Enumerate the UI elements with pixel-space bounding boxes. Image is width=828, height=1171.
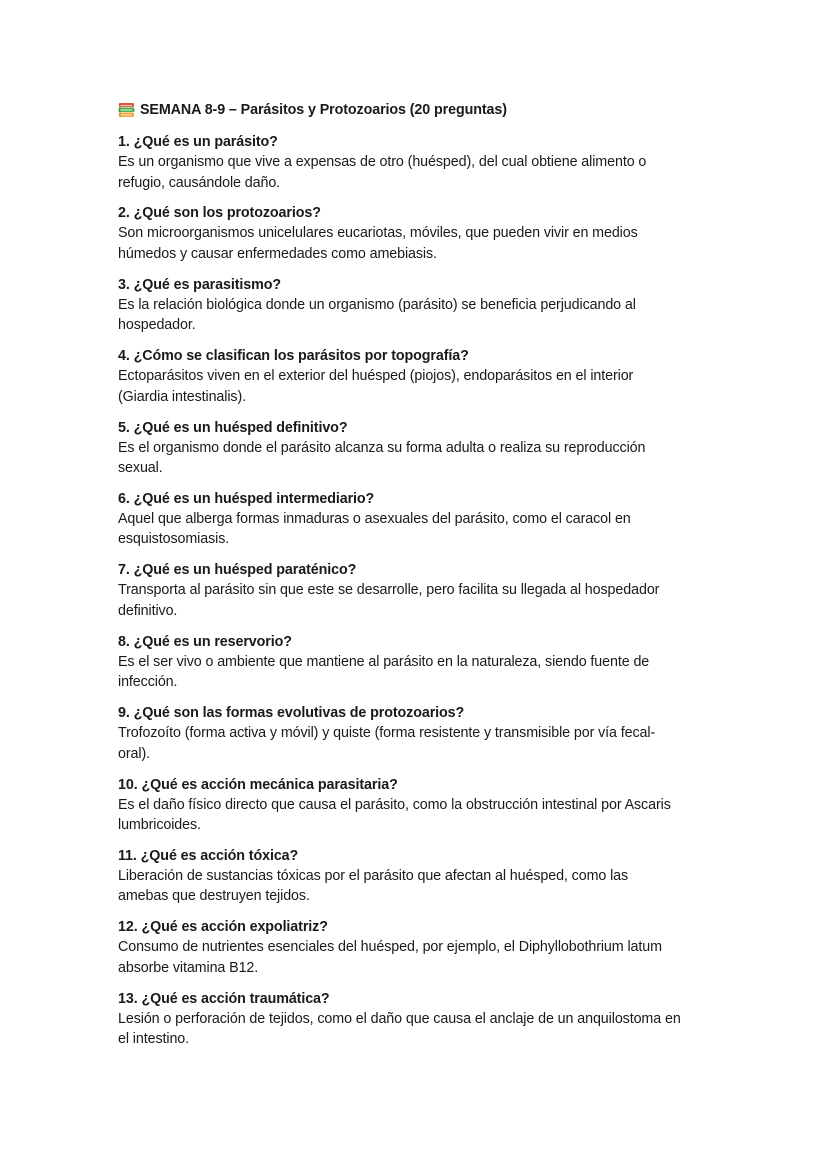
question-heading: 6. ¿Qué es un huésped intermediario?: [118, 490, 375, 507]
answer-line: Es la relación biológica donde un organismo (parásito) se beneficia perjudicando al: [118, 296, 636, 313]
question-item: [118, 560, 718, 621]
answer-line: Transporta al parásito sin que este se desarrolle, pero facilita su llegada al hospedador: [118, 582, 660, 599]
answer-line: Consumo de nutrientes esenciales del huésped, por ejemplo, el Diphyllobothrium latum: [118, 939, 662, 956]
answer-line: amebas que destruyen tejidos.: [118, 888, 310, 905]
question-heading: 8. ¿Qué es un reservorio?: [118, 633, 292, 650]
question-item: [118, 775, 718, 836]
answer-line: refugio, causándole daño.: [118, 174, 281, 191]
question-heading: 11. ¿Qué es acción tóxica?: [118, 847, 299, 864]
section-title: SEMANA 8-9 – Parásitos y Protozoarios (20 preguntas): [140, 102, 507, 118]
answer-line: Aquel que alberga formas inmaduras o asexuales del parásito, como el caracol en: [118, 510, 631, 527]
question-item: [118, 846, 718, 907]
books-icon: [118, 102, 135, 118]
question-item: [118, 489, 718, 550]
section-header: [118, 100, 718, 120]
answer-line: Liberación de sustancias tóxicas por el parásito que afectan al huésped, como las: [118, 867, 629, 884]
question-item: [118, 703, 718, 764]
answer-line: Es el daño físico directo que causa el parásito, como la obstrucción intestinal por Ascaris: [118, 796, 671, 813]
answer-line: infección.: [118, 674, 178, 691]
question-item: [118, 132, 718, 193]
question-heading: 1. ¿Qué es un parásito?: [118, 134, 278, 150]
question-heading: 3. ¿Qué es parasitismo?: [118, 276, 281, 293]
answer-line: Es el ser vivo o ambiente que mantiene al parásito en la naturaleza, siendo fuente de: [118, 653, 650, 670]
answer-line: absorbe vitamina B12.: [118, 959, 259, 976]
answer-line: lumbricoides.: [118, 817, 201, 834]
answer-line: (Giardia intestinalis).: [118, 388, 247, 405]
question-item: [118, 418, 718, 479]
answer-line: Es un organismo que vive a expensas de otro (huésped), del cual obtiene alimento o: [118, 154, 647, 170]
answer-line: húmedos y causar enfermedades como amebiasis.: [118, 245, 437, 262]
question-heading: 13. ¿Qué es acción traumática?: [118, 990, 330, 1007]
question-item: [118, 632, 718, 693]
question-item: [118, 346, 718, 407]
answer-line: oral).: [118, 745, 150, 762]
answer-line: esquistosomiasis.: [118, 531, 230, 548]
question-item: [118, 275, 718, 336]
answer-line: Lesión o perforación de tejidos, como el daño que causa el anclaje de un anquilostoma en: [118, 1010, 681, 1027]
answer-line: Son microorganismos unicelulares eucariotas, móviles, que pueden vivir en medios: [118, 225, 638, 242]
question-item: [118, 917, 718, 978]
answer-line: el intestino.: [118, 1031, 190, 1048]
question-list: [118, 132, 718, 1050]
question-heading: 7. ¿Qué es un huésped paraténico?: [118, 562, 357, 579]
question-heading: 12. ¿Qué es acción expoliatriz?: [118, 919, 328, 936]
question-heading: 9. ¿Qué son las formas evolutivas de protozoarios?: [118, 705, 465, 722]
answer-line: Es el organismo donde el parásito alcanza su forma adulta o realiza su reproducción: [118, 439, 646, 456]
answer-line: hospedador.: [118, 317, 196, 334]
question-heading: 10. ¿Qué es acción mecánica parasitaria?: [118, 776, 398, 793]
answer-line: definitivo.: [118, 602, 178, 619]
answer-line: Trofozoíto (forma activa y móvil) y quiste (forma resistente y transmisible por vía fecal-: [118, 725, 656, 742]
answer-line: Ectoparásitos viven en el exterior del huésped (piojos), endoparásitos en el interior: [118, 368, 634, 385]
question-item: [118, 203, 718, 264]
question-heading: 2. ¿Qué son los protozoarios?: [118, 205, 321, 222]
question-item: [118, 989, 718, 1050]
document-page: [118, 100, 718, 1060]
question-heading: 5. ¿Qué es un huésped definitivo?: [118, 419, 348, 436]
answer-line: sexual.: [118, 460, 163, 477]
question-heading: 4. ¿Cómo se clasifican los parásitos por topografía?: [118, 348, 469, 365]
